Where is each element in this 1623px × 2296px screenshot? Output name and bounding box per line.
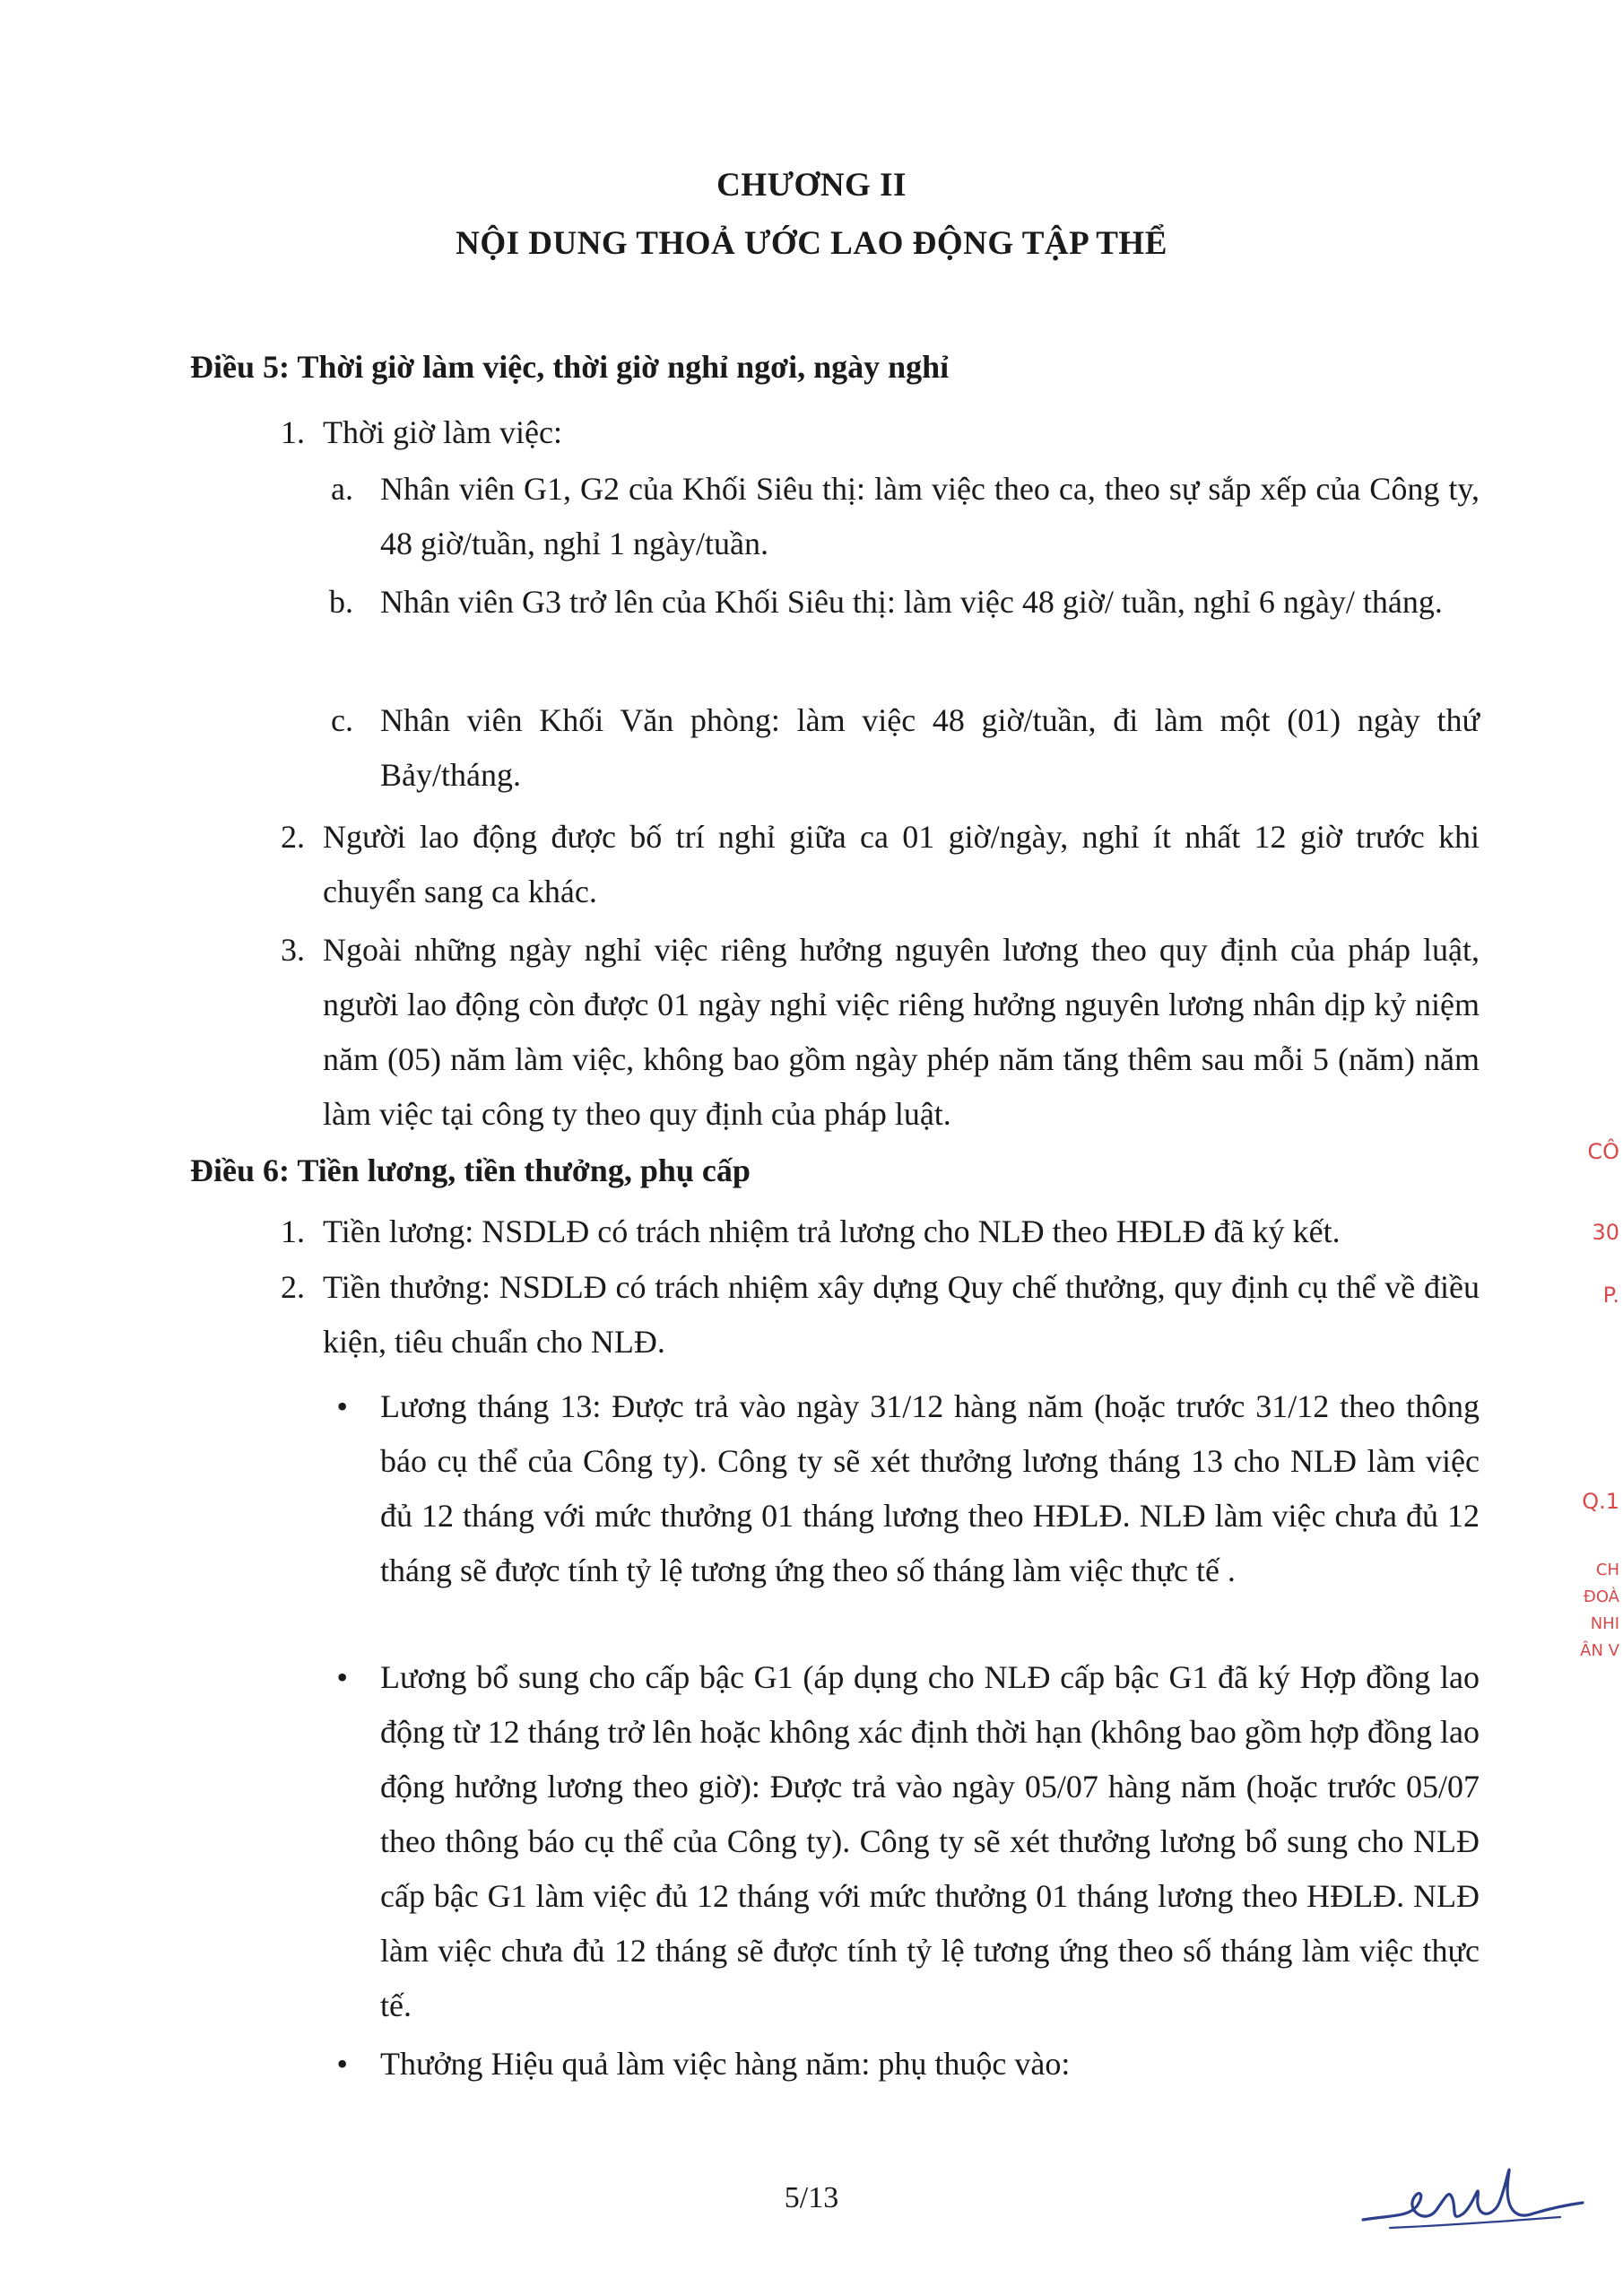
- article-6-bullet-3: [336, 2037, 1480, 2092]
- stamp-text: CH: [1595, 1561, 1619, 1579]
- item-number: 2.: [281, 819, 305, 855]
- article-5-title: Điều 5: Thời giờ làm việc, thời giờ nghỉ ngơi, ngày nghỉ: [190, 349, 950, 385]
- item-label: c.: [331, 702, 353, 738]
- item-text: Lương tháng 13: Được trả vào ngày 31/12 hàng năm (hoặc trước 31/12 theo thông báo cụ thể của Công ty). Công ty sẽ xét thưởng lương tháng 13 cho NLĐ làm việc đủ 12 tháng với mức thưởng 01 tháng lương theo HĐLĐ. NLĐ làm việc chưa đủ 12 tháng sẽ được tính tỷ lệ tương ứng theo số tháng làm việc thực tế .: [380, 1388, 1480, 1588]
- article-5-sub-b: [329, 575, 1480, 630]
- stamp-text: CÔ: [1587, 1139, 1619, 1164]
- article-6-bullet-2: [336, 1650, 1480, 2033]
- item-text: Nhân viên Khối Văn phòng: làm việc 48 giờ/tuần, đi làm một (01) ngày thứ Bảy/tháng.: [380, 702, 1480, 793]
- chapter-label: CHƯƠNG II: [716, 167, 907, 204]
- article-6-bullet-1: [336, 1379, 1480, 1598]
- article-6-title: Điều 6: Tiền lương, tiền thưởng, phụ cấp: [190, 1152, 751, 1188]
- stamp-text: Q.1: [1582, 1489, 1619, 1514]
- stamp-text: ÂN V: [1580, 1641, 1619, 1660]
- item-text: Nhân viên G1, G2 của Khối Siêu thị: làm việc theo ca, theo sự sắp xếp của Công ty, 48 giờ/tuần, nghỉ 1 ngày/tuần.: [380, 471, 1480, 561]
- item-number: 1.: [281, 414, 305, 450]
- item-text: Tiền lương: NSDLĐ có trách nhiệm trả lương cho NLĐ theo HĐLĐ đã ký kết.: [323, 1213, 1341, 1249]
- bullet-marker: •: [336, 1659, 348, 1695]
- item-text: Ngoài những ngày nghỉ việc riêng hưởng nguyên lương theo quy định của pháp luật, người lao động còn được 01 ngày nghỉ việc riêng hưởng nguyên lương nhân dịp kỷ niệm năm (05) năm làm việc, không bao gồm ngày phép năm tăng thêm sau mỗi 5 (năm) năm làm việc tại công ty theo quy định của pháp luật.: [323, 932, 1480, 1132]
- article-5-item-2: [281, 810, 1480, 919]
- stamp-text: ĐOÀ: [1583, 1587, 1619, 1606]
- item-number: 1.: [281, 1213, 305, 1249]
- article-6-item-2: [281, 1260, 1480, 1370]
- item-text: Người lao động được bố trí nghỉ giữa ca 01 giờ/ngày, nghỉ ít nhất 12 giờ trước khi chuyển sang ca khác.: [323, 819, 1480, 909]
- article-6-item-1: [281, 1205, 1480, 1259]
- item-label: b.: [329, 584, 353, 620]
- item-text: Thưởng Hiệu quả làm việc hàng năm: phụ thuộc vào:: [380, 2046, 1071, 2082]
- item-number: 3.: [281, 932, 305, 968]
- signature-mark: [1354, 2135, 1587, 2251]
- article-5-item-3: [281, 923, 1480, 1142]
- item-text: Tiền thưởng: NSDLĐ có trách nhiệm xây dựng Quy chế thưởng, quy định cụ thể về điều kiện, tiêu chuẩn cho NLĐ.: [323, 1269, 1480, 1360]
- stamp-text: 30: [1592, 1220, 1619, 1245]
- stamp-text: P.: [1602, 1283, 1619, 1308]
- chapter-title: NỘI DUNG THOẢ ƯỚC LAO ĐỘNG TẬP THỂ: [456, 225, 1167, 262]
- stamp-text: NHI: [1590, 1614, 1619, 1633]
- article-5-sub-c: [331, 693, 1480, 803]
- item-text: Nhân viên G3 trở lên của Khối Siêu thị: làm việc 48 giờ/ tuần, nghỉ 6 ngày/ tháng.: [380, 584, 1443, 620]
- page-number: 5/13: [784, 2181, 839, 2214]
- item-label: a.: [331, 471, 353, 507]
- item-text: Thời giờ làm việc:: [323, 414, 563, 450]
- bullet-marker: •: [336, 2046, 348, 2082]
- article-5-item-1: [281, 405, 1480, 460]
- item-text: Lương bổ sung cho cấp bậc G1 (áp dụng cho NLĐ cấp bậc G1 đã ký Hợp đồng lao động từ 12 tháng trở lên hoặc không xác định thời hạn (không bao gồm hợp đồng lao động hưởng lương theo giờ): Được trả vào ngày 05/07 hàng năm (hoặc trước 05/07 theo thông báo cụ thể của Công ty). Công ty sẽ xét thưởng lương bổ sung cho NLĐ cấp bậc G1 làm việc đủ 12 tháng với mức thưởng 01 tháng lương theo HĐLĐ. NLĐ làm việc chưa đủ 12 tháng sẽ được tính tỷ lệ tương ứng theo số tháng làm việc thực tế.: [380, 1659, 1480, 2023]
- item-number: 2.: [281, 1269, 305, 1305]
- article-5-sub-a: [331, 462, 1480, 571]
- bullet-marker: •: [336, 1388, 348, 1424]
